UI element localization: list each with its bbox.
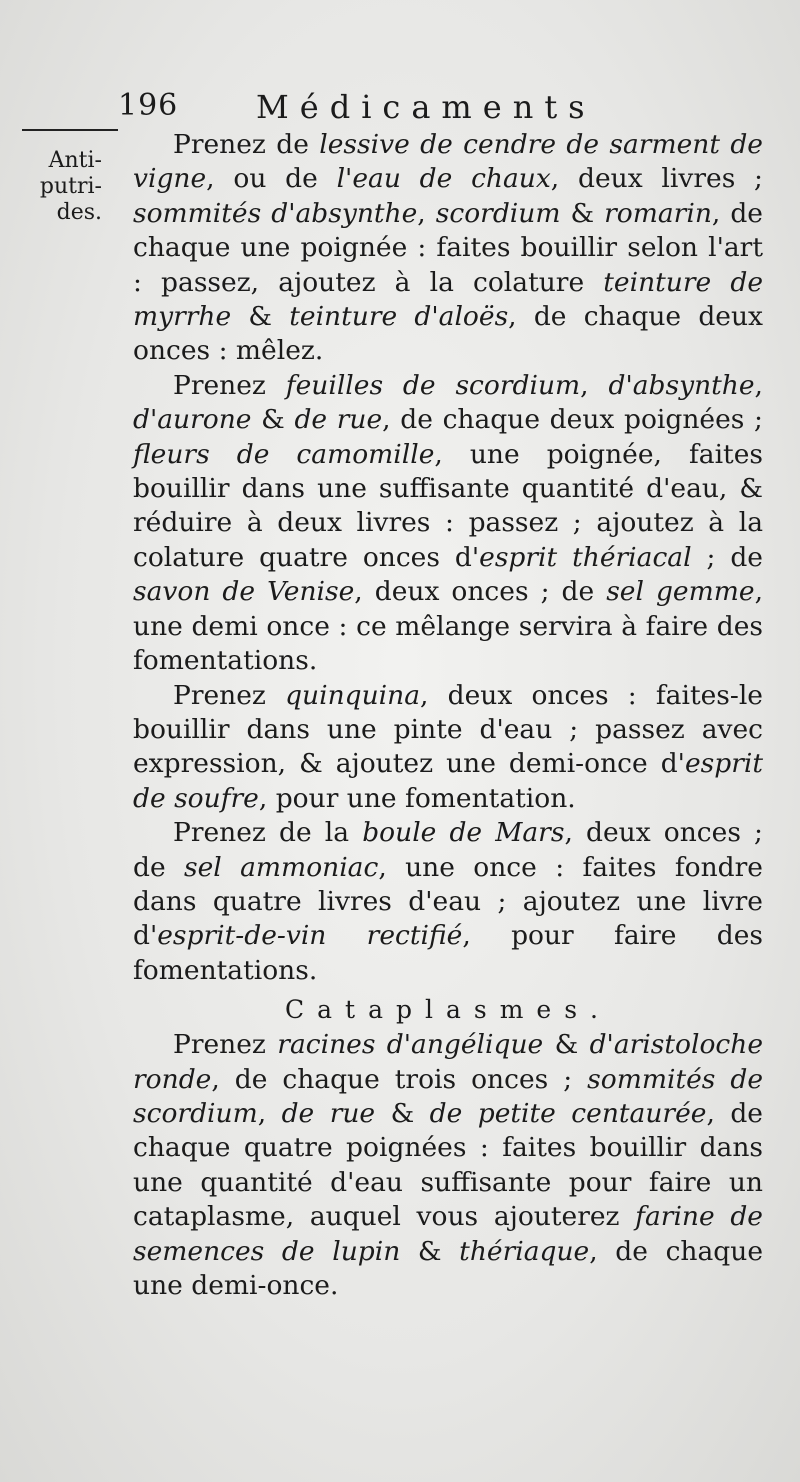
margin-note-line: putri- — [39, 174, 102, 199]
recipe-paragraph: Prenez quinquina, deux onces : faites-le bouillir dans une pinte d'eau ; passez avec expression, & ajoutez une demi-once d'esprit de soufre, pour une fomentation. — [133, 679, 763, 814]
margin-note-line: des. — [56, 200, 102, 225]
running-title: Médicaments — [256, 88, 596, 126]
recipe-paragraph: Prenez de la boule de Mars, deux onces ; de sel ammoniac, une once : faites fondre dans quatre livres d'eau ; ajoutez une livre d'esprit-de-vin rectifié, pour faire des fomentations. — [133, 817, 763, 986]
margin-note — [18, 148, 102, 226]
section-heading: Cataplasmes. — [285, 995, 611, 1025]
recipe-paragraph: Prenez de lessive de cendre de sarment de vigne, ou de l'eau de chaux, deux livres ; sommités d'absynthe, scordium & romarin, de chaque une poignée : faites bouillir selon l'art : passez, ajoutez à la colature teinture de myrrhe & teinture d'aloës, de chaque deux onces : mêlez. — [133, 129, 764, 367]
body-text — [133, 128, 763, 1303]
margin-note-line: Anti- — [48, 148, 102, 173]
recipe-paragraph: Prenez feuilles de scordium, d'absynthe, d'aurone & de rue, de chaque deux poignées ; fleurs de camomille, une poignée, faites bouillir dans une suffisante quantité d'eau, & réduire à deux livres : passez ; ajoutez à la colature quatre onces d'esprit thériacal ; de savon de Venise, deux onces ; de sel gemme, une demi once : ce mêlange servira à faire des fomentations. — [133, 369, 763, 677]
margin-rule — [22, 129, 118, 131]
recipe-paragraph: Prenez racines d'angélique & d'aristoloche ronde, de chaque trois onces ; sommités de scordium, de rue & de petite centaurée, de chaque quatre poignées : faites bouillir dans une quantité d'eau suffisante pour faire un cataplasme, auquel vous ajouterez farine de semences de lupin & thériaque, de chaque une demi-once. — [133, 1029, 764, 1301]
page-number: 196 — [118, 88, 179, 123]
